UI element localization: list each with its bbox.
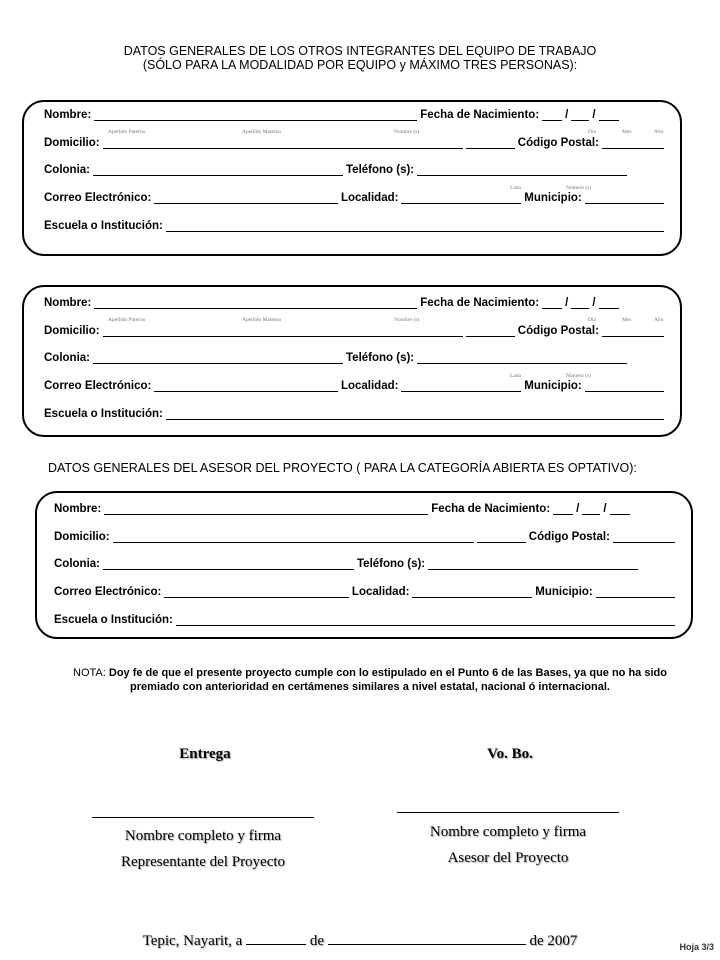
member-2-row-correo bbox=[44, 380, 664, 392]
member-2-cp-field[interactable] bbox=[602, 325, 664, 337]
member-2-sub-ano: Año bbox=[654, 317, 664, 323]
member-2-telefono-label: Teléfono (s): bbox=[346, 352, 415, 364]
member-1-row-colonia bbox=[44, 164, 664, 176]
member-2-sub-dia: Día bbox=[588, 317, 596, 323]
advisor-colonia-field[interactable] bbox=[103, 558, 354, 570]
signature-left-line[interactable] bbox=[92, 817, 314, 818]
signature-right-heading: Vo. Bo. bbox=[487, 746, 533, 762]
member-2-dia-field[interactable] bbox=[542, 297, 562, 309]
member-2-sub-apellido-paterno: Apellido Paterno bbox=[108, 317, 146, 323]
member-1-mes-field[interactable] bbox=[571, 109, 589, 121]
member-1-domicilio-label: Domicilio: bbox=[44, 137, 100, 149]
advisor-nombre-label: Nombre: bbox=[54, 503, 102, 515]
member-2-domicilio-label: Domicilio: bbox=[44, 325, 100, 337]
member-2-colonia-label: Colonia: bbox=[44, 352, 90, 364]
advisor-municipio-field[interactable] bbox=[596, 586, 675, 598]
member-2-escuela-label: Escuela o Institución: bbox=[44, 408, 163, 420]
advisor-domicilio-num-field[interactable] bbox=[477, 531, 525, 543]
member-2-colonia-field[interactable] bbox=[93, 352, 343, 364]
advisor-telefono-field[interactable] bbox=[428, 558, 638, 570]
signature-right-name: Nombre completo y firma bbox=[429, 824, 587, 840]
member-2-row-nombre bbox=[44, 297, 664, 309]
member-2-localidad-field[interactable] bbox=[401, 380, 521, 392]
advisor-localidad-label: Localidad: bbox=[351, 586, 410, 598]
advisor-cp-field[interactable] bbox=[613, 531, 675, 543]
member-1-colonia-label: Colonia: bbox=[44, 164, 90, 176]
advisor-row-colonia bbox=[54, 558, 675, 570]
advisor-row-correo bbox=[54, 586, 675, 598]
advisor-escuela-label: Escuela o Institución: bbox=[54, 614, 173, 626]
member-1-sub-ano: Año bbox=[654, 129, 664, 135]
member-2-sub-apellido-materno: Apellido Materno bbox=[242, 317, 282, 323]
member-1-sub-apellido-paterno: Apellido Paterno bbox=[108, 129, 146, 135]
member-1-correo-label: Correo Electrónico: bbox=[44, 192, 152, 204]
member-1-slash-1: / bbox=[565, 109, 569, 121]
member-1-slash-2: / bbox=[592, 109, 596, 121]
member-2-cp-label: Código Postal: bbox=[517, 325, 599, 337]
closing-prefix: Tepic, Nayarit, a bbox=[142, 933, 243, 949]
member-1-municipio-label: Municipio: bbox=[524, 192, 582, 204]
closing-month-field[interactable] bbox=[328, 932, 526, 945]
member-2-nombre-label: Nombre: bbox=[44, 297, 92, 309]
advisor-colonia-label: Colonia: bbox=[54, 558, 100, 570]
member-2-domicilio-num-field[interactable] bbox=[466, 325, 514, 337]
advisor-fecha-label: Fecha de Nacimiento: bbox=[431, 503, 551, 515]
closing-line bbox=[0, 932, 720, 950]
member-1-cp-field[interactable] bbox=[602, 137, 664, 149]
member-1-sub-dia: Día bbox=[588, 129, 596, 135]
advisor-telefono-label: Teléfono (s): bbox=[357, 558, 426, 570]
member-1-nombre-label: Nombre: bbox=[44, 109, 92, 121]
member-1-dia-field[interactable] bbox=[542, 109, 562, 121]
advisor-domicilio-field[interactable] bbox=[113, 531, 475, 543]
member-1-escuela-label: Escuela o Institución: bbox=[44, 220, 163, 232]
member-2-sub-numero: Número (s) bbox=[566, 373, 592, 379]
member-1-domicilio-field[interactable] bbox=[103, 137, 464, 149]
advisor-localidad-field[interactable] bbox=[412, 586, 532, 598]
member-1-row-correo bbox=[44, 192, 664, 204]
member-2-escuela-field[interactable] bbox=[166, 408, 664, 420]
member-2-row-colonia bbox=[44, 352, 664, 364]
advisor-slash-2: / bbox=[603, 503, 607, 515]
advisor-cp-label: Código Postal: bbox=[528, 531, 610, 543]
member-2-mes-field[interactable] bbox=[571, 297, 589, 309]
signature-left-name: Nombre completo y firma bbox=[124, 828, 282, 844]
member-1-sub-mes: Mes bbox=[622, 129, 632, 135]
signature-left-heading: Entrega bbox=[179, 746, 231, 762]
member-1-sub-nombres: Nombre (s) bbox=[394, 129, 420, 135]
page-title bbox=[0, 44, 720, 72]
advisor-slash-1: / bbox=[576, 503, 580, 515]
advisor-domicilio-label: Domicilio: bbox=[54, 531, 110, 543]
member-2-row-escuela bbox=[44, 408, 664, 420]
advisor-escuela-field[interactable] bbox=[176, 614, 675, 626]
member-2-ano-field[interactable] bbox=[599, 297, 619, 309]
closing-de: de bbox=[309, 933, 324, 949]
member-1-municipio-field[interactable] bbox=[585, 192, 664, 204]
note-text: Doy fe de que el presente proyecto cumple con lo estipulado en el Punto 6 de las Bases, ya que no ha sido premiado con anterioridad en certámenes similares a nivel estatal, nacional ó internacional. bbox=[108, 667, 667, 693]
member-2-domicilio-field[interactable] bbox=[103, 325, 464, 337]
signature-left-role: Representante del Proyecto bbox=[120, 854, 286, 870]
member-1-telefono-label: Teléfono (s): bbox=[346, 164, 415, 176]
member-1-row-domicilio bbox=[44, 137, 664, 149]
member-1-sub-apellido-materno: Apellido Materno bbox=[242, 129, 282, 135]
signature-right-line[interactable] bbox=[397, 812, 619, 813]
member-2-nombre-field[interactable] bbox=[94, 297, 417, 309]
member-1-fecha-label: Fecha de Nacimiento: bbox=[420, 109, 540, 121]
member-2-correo-label: Correo Electrónico: bbox=[44, 380, 152, 392]
member-2-sub-lada: Lada bbox=[510, 373, 521, 379]
member-1-row-nombre bbox=[44, 109, 664, 121]
member-1-localidad-field[interactable] bbox=[401, 192, 521, 204]
advisor-correo-field[interactable] bbox=[164, 586, 349, 598]
member-2-slash-1: / bbox=[565, 297, 569, 309]
member-1-telefono-field[interactable] bbox=[417, 164, 627, 176]
member-2-slash-2: / bbox=[592, 297, 596, 309]
closing-year: de 2007 bbox=[529, 933, 578, 949]
advisor-correo-label: Correo Electrónico: bbox=[54, 586, 162, 598]
advisor-row-escuela bbox=[54, 614, 675, 626]
advisor-row-nombre bbox=[54, 503, 675, 515]
member-1-sub-lada: Lada bbox=[510, 185, 521, 191]
advisor-nombre-field[interactable] bbox=[104, 503, 428, 515]
member-1-domicilio-num-field[interactable] bbox=[466, 137, 514, 149]
member-1-row-escuela bbox=[44, 220, 664, 232]
note bbox=[60, 666, 680, 694]
advisor-mes-field[interactable] bbox=[582, 503, 600, 515]
page-title-line2: (SÓLO PARA LA MODALIDAD POR EQUIPO y MÁXIMO TRES PERSONAS): bbox=[142, 58, 578, 72]
member-2-fecha-label: Fecha de Nacimiento: bbox=[420, 297, 540, 309]
page-number: Hoja 3/3 bbox=[679, 942, 714, 952]
member-2-sub-mes: Mes bbox=[622, 317, 632, 323]
member-1-localidad-label: Localidad: bbox=[340, 192, 399, 204]
member-2-municipio-field[interactable] bbox=[585, 380, 664, 392]
member-1-ano-field[interactable] bbox=[599, 109, 619, 121]
member-2-telefono-field[interactable] bbox=[417, 352, 627, 364]
member-2-municipio-label: Municipio: bbox=[524, 380, 582, 392]
member-2-correo-field[interactable] bbox=[154, 380, 338, 392]
page-title-line1: DATOS GENERALES DE LOS OTROS INTEGRANTES DEL EQUIPO DE TRABAJO bbox=[123, 44, 597, 58]
member-1-colonia-field[interactable] bbox=[93, 164, 343, 176]
advisor-ano-field[interactable] bbox=[610, 503, 630, 515]
member-2-sub-nombres: Nombre (s) bbox=[394, 317, 420, 323]
note-label: NOTA: bbox=[73, 667, 106, 679]
advisor-municipio-label: Municipio: bbox=[535, 586, 593, 598]
advisor-row-domicilio bbox=[54, 531, 675, 543]
closing-day-field[interactable] bbox=[246, 932, 306, 945]
member-1-sub-numero: Número (s) bbox=[566, 185, 592, 191]
advisor-dia-field[interactable] bbox=[553, 503, 573, 515]
member-1-correo-field[interactable] bbox=[154, 192, 338, 204]
signature-right-role: Asesor del Proyecto bbox=[447, 850, 569, 866]
member-1-cp-label: Código Postal: bbox=[517, 137, 599, 149]
member-1-escuela-field[interactable] bbox=[166, 220, 664, 232]
member-form-1 bbox=[22, 100, 682, 256]
member-2-localidad-label: Localidad: bbox=[340, 380, 399, 392]
member-1-nombre-field[interactable] bbox=[94, 109, 417, 121]
advisor-section-title: DATOS GENERALES DEL ASESOR DEL PROYECTO ( PARA LA CATEGORÍA ABIERTA ES OPTATIVO): bbox=[48, 461, 637, 475]
member-2-row-domicilio bbox=[44, 325, 664, 337]
